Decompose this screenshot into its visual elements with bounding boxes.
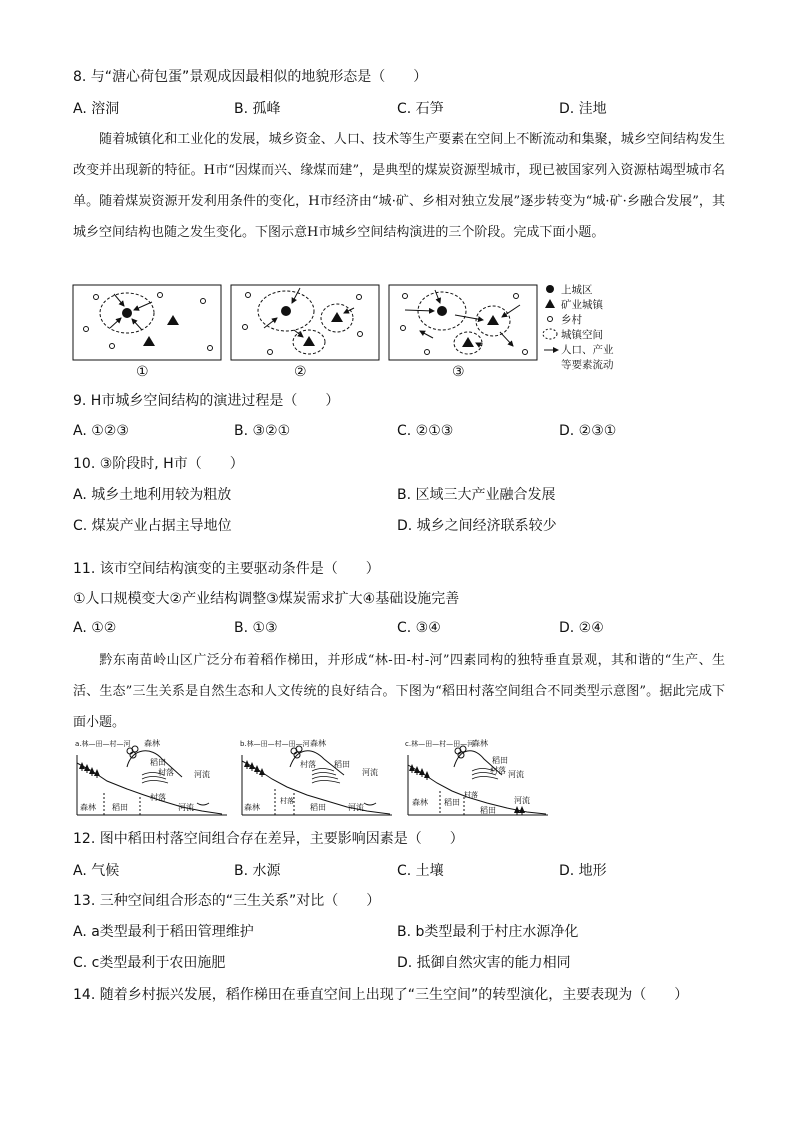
b-label-forest-top: 森林 [310,739,326,748]
a-label-river-top: 河流 [194,770,210,779]
q12-stem: 12. 图中稻田村落空间组合存在差异，主要影响因素是（ ） [73,831,464,847]
q11-stem: 11. 该市空间结构演变的主要驱动条件是（ ） [73,561,380,577]
c-label-village-bottom: 村落 [464,791,478,799]
q12-option-a: A. 气候 [73,863,120,879]
a-label-village-bottom: 村落 [150,793,166,802]
q8-option-b: B. 孤峰 [234,101,281,117]
b-label-village-top: 村落 [300,760,316,769]
passage-2-text: 黔东南苗岭山区广泛分布着稻作梯田，并形成“林-田-村-河”四素同构的独特垂直景观，其和谐的“生产、生活、生态”三生关系是自然生态和人文传统的良好结合。下图为“稻田村落空间组合不同类型示意图”。据此完成下面小题。 [73,653,725,730]
c-label-paddy-bottom-1: 稻田 [444,798,460,807]
q8-option-c: C. 石笋 [397,101,444,117]
passage-2 [73,645,725,738]
q10-option-b: B. 区域三大产业融合发展 [397,487,556,503]
q10-option-d: D. 城乡之间经济联系较少 [397,518,557,534]
q9-option-d: D. ②③① [559,423,617,439]
q13-option-a: A. a类型最利于稻田管理维护 [73,924,254,940]
q13-option-d: D. 抵御自然灾害的能力相同 [397,955,571,971]
legend-urban-space: 城镇空间 [561,329,603,341]
panel-a-title: a.林—田—村—河 [75,740,131,748]
q11-option-c: C. ③④ [397,620,441,636]
panel-label-1: ① [136,364,149,380]
panel-stage-1 [73,285,221,360]
legend-mining-town: 矿业城镇 [561,299,603,311]
legend-urban-space-icon [543,329,557,339]
q11-option-b: B. ①③ [234,620,278,636]
q10-option-a: A. 城乡土地利用较为粗放 [73,487,232,503]
panel-a [75,738,227,815]
passage-1 [73,124,725,248]
c-label-forest-bottom: 森林 [412,798,428,807]
panel-label-2: ② [294,364,307,380]
figure-legend [543,283,614,371]
legend-flow-1: 人口、产业 [561,344,614,356]
legend-village-icon [548,317,553,322]
q13-option-b: B. b类型最利于村庄水源净化 [397,924,579,940]
a-label-forest-bottom: 森林 [80,803,96,812]
b-label-forest-bottom: 森林 [244,803,260,812]
q10-stem: 10. ③阶段时, H市（ ） [73,456,244,472]
b-label-paddy-bottom: 稻田 [310,803,326,812]
c-label-forest-top: 森林 [472,739,488,748]
figure-urban-rural-structure [70,280,660,380]
panel-stage-3 [389,285,537,360]
q9-stem: 9. H市城乡空间结构的演进过程是（ ） [73,393,340,409]
legend-city: 上城区 [561,284,593,296]
q8-option-d: D. 洼地 [559,101,607,117]
c-label-paddy-bottom-2: 稻田 [480,806,496,815]
legend-flow-2: 等要素流动 [561,359,614,371]
q9-option-a: A. ①②③ [73,423,129,439]
panel-b-title: b.林—田—村—田—河 [240,740,310,748]
q11-option-d: D. ②④ [559,620,604,636]
figure-paddy-village-combinations [72,737,552,819]
c-label-river-top: 河流 [508,770,524,779]
q14-stem: 14. 随着乡村振兴发展，稻作梯田在垂直空间上出现了“三生空间”的转型演化，主要表现为（ ） [73,987,689,1003]
panel-b [240,738,392,815]
b-label-river-bottom: 河流 [348,803,364,812]
q11-items: ①人口规模变大②产业结构调整③煤炭需求扩大④基础设施完善 [73,591,460,607]
a-label-paddy-top: 稻田 [150,758,166,767]
c-label-village-top: 村落 [490,766,506,775]
panel-c [405,738,548,815]
q9-option-c: C. ②①③ [397,423,454,439]
legend-mining-town-icon [545,299,555,308]
q9-option-b: B. ③②① [234,423,291,439]
c-label-paddy-top: 稻田 [492,756,508,765]
q8-option-a: A. 溶洞 [73,101,120,117]
b-label-paddy-top: 稻田 [334,760,350,769]
q10-option-c: C. 煤炭产业占据主导地位 [73,518,232,534]
panel-stage-2 [231,285,379,360]
q12-option-c: C. 土壤 [397,863,444,879]
panel-c-title: c.林—田—村—田—河 [405,740,475,748]
legend-village: 乡村 [561,314,582,326]
q11-option-a: A. ①② [73,620,117,636]
c-label-river-bottom: 河流 [514,796,530,805]
q8-stem: 8. 与“溏心荷包蛋”景观成因最相似的地貌形态是（ ） [73,69,428,85]
legend-city-icon [546,285,554,293]
panel-label-3: ③ [452,364,465,380]
b-label-river-top: 河流 [362,768,378,777]
passage-1-text: 随着城镇化和工业化的发展，城乡资金、人口、技术等生产要素在空间上不断流动和集聚，城乡空间结构发生改变并出现新的特征。H市“因煤而兴、缘煤而建”，是典型的煤炭资源型城市，现已被国家列入资源枯竭型城市名单。随着煤炭资源开发利用条件的变化，H市经济由“城·矿、乡相对独立发展”逐步转变为“城·矿·乡融合发展”，其城乡空间结构也随之发生变化。下图示意H市城乡空间结构演进的三个阶段。完成下面小题。 [73,132,725,240]
a-label-paddy-bottom: 稻田 [112,803,128,812]
a-label-forest-top: 森林 [144,739,160,748]
b-label-village-bottom: 村落 [280,797,294,805]
q13-option-c: C. c类型最利于农田施肥 [73,955,226,971]
a-label-river-bottom: 河流 [178,803,194,812]
q13-stem: 13. 三种空间组合形态的“三生关系”对比（ ） [73,893,381,909]
a-label-village-top: 村落 [158,768,174,777]
q12-option-b: B. 水源 [234,863,281,879]
q12-option-d: D. 地形 [559,863,607,879]
